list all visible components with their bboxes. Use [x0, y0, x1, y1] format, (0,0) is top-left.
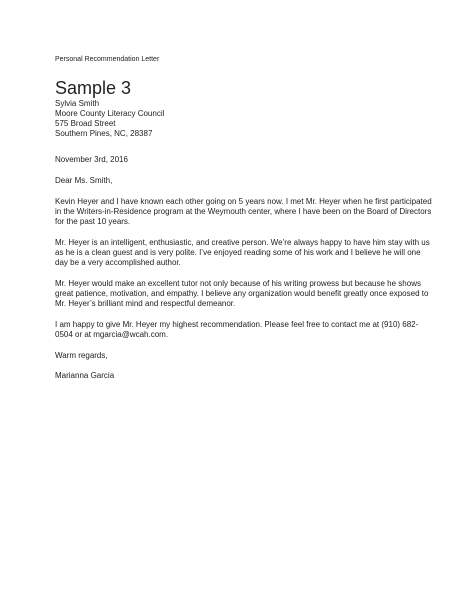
letter-date: November 3rd, 2016: [55, 155, 128, 164]
closing: Warm regards,: [55, 351, 108, 360]
signature-name: Marianna Garcia: [55, 371, 115, 380]
sender-address-block: [55, 99, 435, 139]
body-paragraph-4: I am happy to give Mr. Heyer my highest recommendation. Please feel free to contact me at (910) 682-0504 or at mgarcia@wcah.com.: [55, 320, 419, 339]
letter-content: [55, 55, 435, 381]
sender-organization: Moore County Literacy Council: [55, 109, 165, 118]
body-paragraph-3: Mr. Heyer would make an excellent tutor not only because of his writing prowess but because he shows great patience, motivation, and empathy. I believe any organization would benefit greatly once exposed to Mr. Heyer’s brilliant mind and respectful demeanor.: [55, 279, 429, 308]
sender-name: Sylvia Smith: [55, 99, 100, 108]
document-header-label: Personal Recommendation Letter: [55, 56, 160, 63]
sender-street: 575 Broad Street: [55, 119, 116, 128]
salutation: Dear Ms. Smith,: [55, 176, 113, 185]
sender-city: Southern Pines, NC, 28387: [55, 129, 153, 138]
page-title: Sample 3: [55, 78, 132, 98]
body-paragraph-1: Kevin Heyer and I have known each other going on 5 years now. I met Mr. Heyer when he first participated in the Writers-in-Residence program at the Weymouth center, where I have been on the Board of Directors for the past 10 years.: [55, 197, 432, 226]
body-paragraph-2: Mr. Heyer is an intelligent, enthusiastic, and creative person. We’re always happy to have him stay with us as he is a clean guest and is very polite. I’ve enjoyed reading some of his work and I believe he will one day be a very accomplished author.: [55, 238, 430, 267]
